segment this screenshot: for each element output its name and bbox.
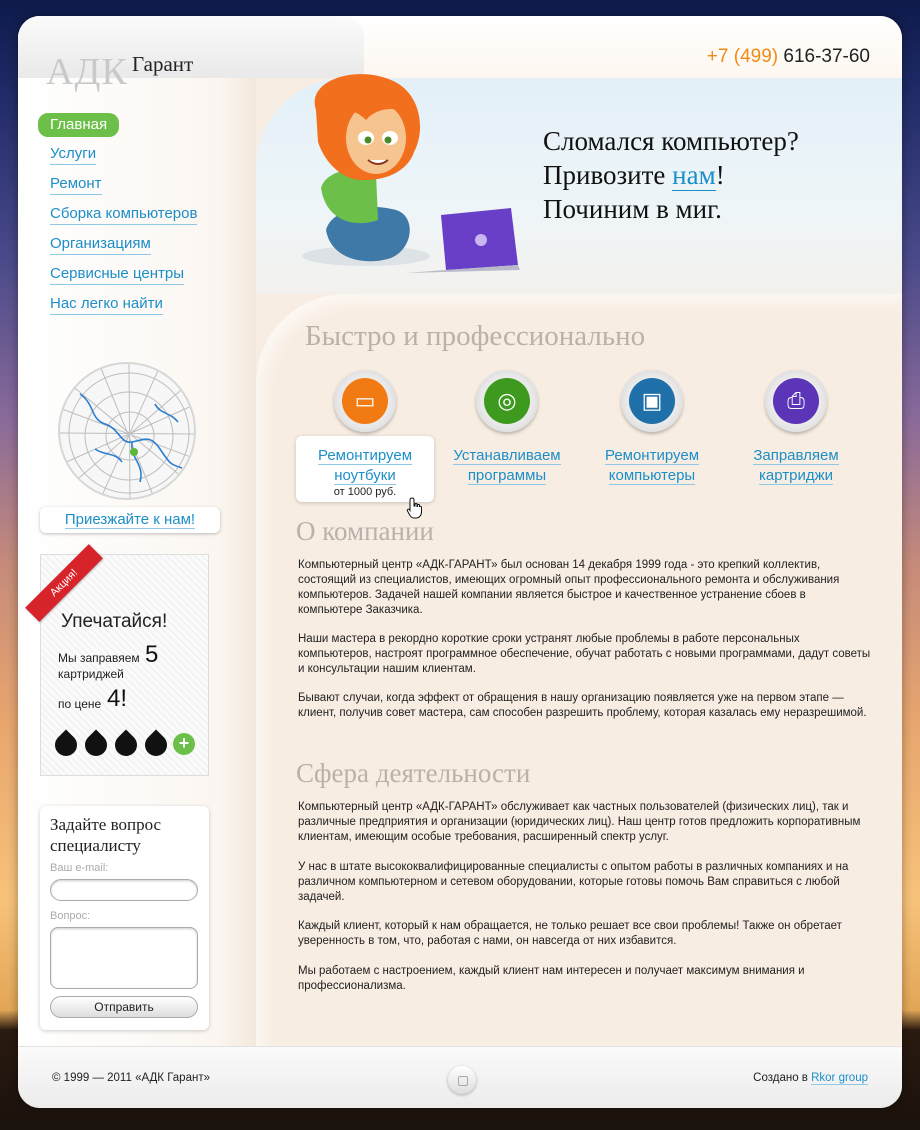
slogan-line2-end: ! [715,160,725,190]
service-price: от 1000 руб. [333,486,397,498]
service-icon-frame [621,370,683,432]
service-link-line2: картриджи [758,467,833,484]
service-icon-frame [334,370,396,432]
send-button[interactable]: Отправить [50,996,198,1018]
ink-drop-icon [140,729,171,760]
location-map[interactable] [58,362,196,500]
nav-item-organizations[interactable]: Организациям [50,235,151,255]
logo-subtitle[interactable]: Гарант [132,52,194,76]
about-heading: О компании [296,516,434,546]
nav-item-service-centers[interactable]: Сервисные центры [50,265,184,285]
service-link-line1: Заправляем [753,447,839,464]
map-marker-icon [130,448,138,456]
phone-main: 616-37-60 [783,46,870,67]
main-nav [38,113,228,325]
promo-text-line1: Мы заправяем [58,651,140,665]
promo-ribbon: Акция! [25,544,103,622]
service-link-line1: Ремонтируем [317,447,413,464]
logo[interactable]: АДК [46,51,128,93]
sphere-paragraph: У нас в штате высококвалифицированные специалисты с опытом работы в различных компаниях и на различном компьютерном и сетевом оборудовании, которые готовы помочь Вам справиться с любой задачей. [298,861,849,903]
about-paragraph: Бывают случаи, когда эффект от обращения в нашу организацию появляется уже на первом этапе — клиент, получив совет мастера, сам способен разрешить проблему, которая казалась ему неразрешимой. [298,692,867,719]
ask-title: Задайте вопрос специалисту [50,815,162,855]
question-label: Вопрос: [50,910,91,922]
credit [753,1072,868,1084]
nav-item-find-us[interactable]: Нас легко найти [50,295,163,315]
question-field[interactable] [50,927,198,989]
service-icon-frame [765,370,827,432]
plus-icon: + [173,733,195,755]
promo-text-line2: картриджей [58,667,124,681]
map-graphic [60,364,196,500]
credit-prefix: Создано в [753,1072,812,1084]
slogan-line2 [543,158,799,192]
service-link[interactable] [318,446,412,486]
come-to-us-button[interactable] [40,507,220,533]
nav-item-assembly[interactable]: Сборка компьютеров [50,205,197,225]
ink-drop-icon [110,729,141,760]
slogan-line3: Починим в миг. [543,194,722,224]
come-to-us-link[interactable]: Приезжайте к нам! [64,511,196,528]
email-label: Ваш e-mail: [50,862,109,874]
promo-banner[interactable] [40,554,209,776]
service-link-line1: Устанавливаем [453,447,561,464]
sphere-paragraph: Компьютерный центр «АДК-ГАРАНТ» обслуживает как частных пользователей (физических лиц), так и различные предприятия и организации (юридических лиц). Наш центр готов предложить корпоративным клиентам, имеющим особые требования, расширенный спектр услуг. [298,801,861,843]
desktop-icon: ▣ [629,378,675,424]
services-heading: Быстро и профессионально [305,320,646,352]
sphere-paragraph: Каждый клиент, который к нам обращается, не только решает все свои проблемы! Также он обретает уверенность в том, что, работая с нами, он навсегда от них избавится. [298,920,842,947]
promo-title: Упечатайся! [61,611,168,632]
hero-slogan [543,124,799,226]
ink-drop-icon [80,729,111,760]
sphere-paragraph: Мы работаем с настроением, каждый клиент нам интересен и получает максимум внимания и профессионализма. [298,965,805,992]
service-link[interactable] [453,446,560,486]
promo-number-4: 4! [107,685,128,712]
copyright: © 1999 — 2011 «АДК Гарант» [52,1072,210,1084]
about-paragraph: Компьютерный центр «АДК-ГАРАНТ» был основан 14 декабря 1999 года - это крепкий коллектив, состоящий из специалистов, имеющих огромный опыт профессионального ремонта и обслуживания компьютеров. Задачей нашей компании является быстрое и качественное устранение сбоев в компьютере Заказчика. [298,559,840,616]
about-paragraph: Наши мастера в рекордно короткие сроки устранят любые проблемы в работе персональных компьютеров, настроят программное обеспечение, обучат работать с новыми программами, дадут советы и консультации нашим клиентам. [298,633,871,675]
laptop-icon: ▭ [342,378,388,424]
girl-with-laptop-illustration [296,70,526,275]
service-link-line2: программы [467,467,547,484]
service-link-line1: Ремонтируем [604,447,700,464]
slogan-line1: Сломался компьютер? [543,126,799,156]
nav-item-services[interactable]: Услуги [50,145,96,165]
scroll-top-button[interactable] [448,1066,476,1094]
service-cartridge-refill[interactable] [716,370,876,486]
promo-text-line3: по цене [58,697,102,711]
service-link-line2: компьютеры [608,467,696,484]
phone-prefix: +7 (499) [706,46,779,67]
credit-link[interactable]: Rkor group [811,1072,868,1084]
promo-number-5: 5 [145,641,159,668]
disc-icon: ◎ [484,378,530,424]
email-field[interactable] [50,879,198,901]
service-icon-frame [476,370,538,432]
printer-icon: ⎙ [773,378,819,424]
service-link-line2: ноутбуки [334,467,396,484]
slogan-line2-text: Привозите [543,160,673,190]
nav-item-repair[interactable]: Ремонт [50,175,102,195]
ask-specialist-form [40,806,209,1030]
ink-drop-icon [50,729,81,760]
service-laptop-repair[interactable] [285,370,445,486]
nav-item-home[interactable]: Главная [38,113,119,137]
service-software-install[interactable] [427,370,587,486]
service-link[interactable] [753,446,838,486]
service-link[interactable] [605,446,699,486]
service-computer-repair[interactable] [572,370,732,486]
phone-number [707,46,870,68]
slogan-us-link[interactable]: нам [672,160,716,190]
sphere-heading: Сфера деятельности [296,758,531,788]
